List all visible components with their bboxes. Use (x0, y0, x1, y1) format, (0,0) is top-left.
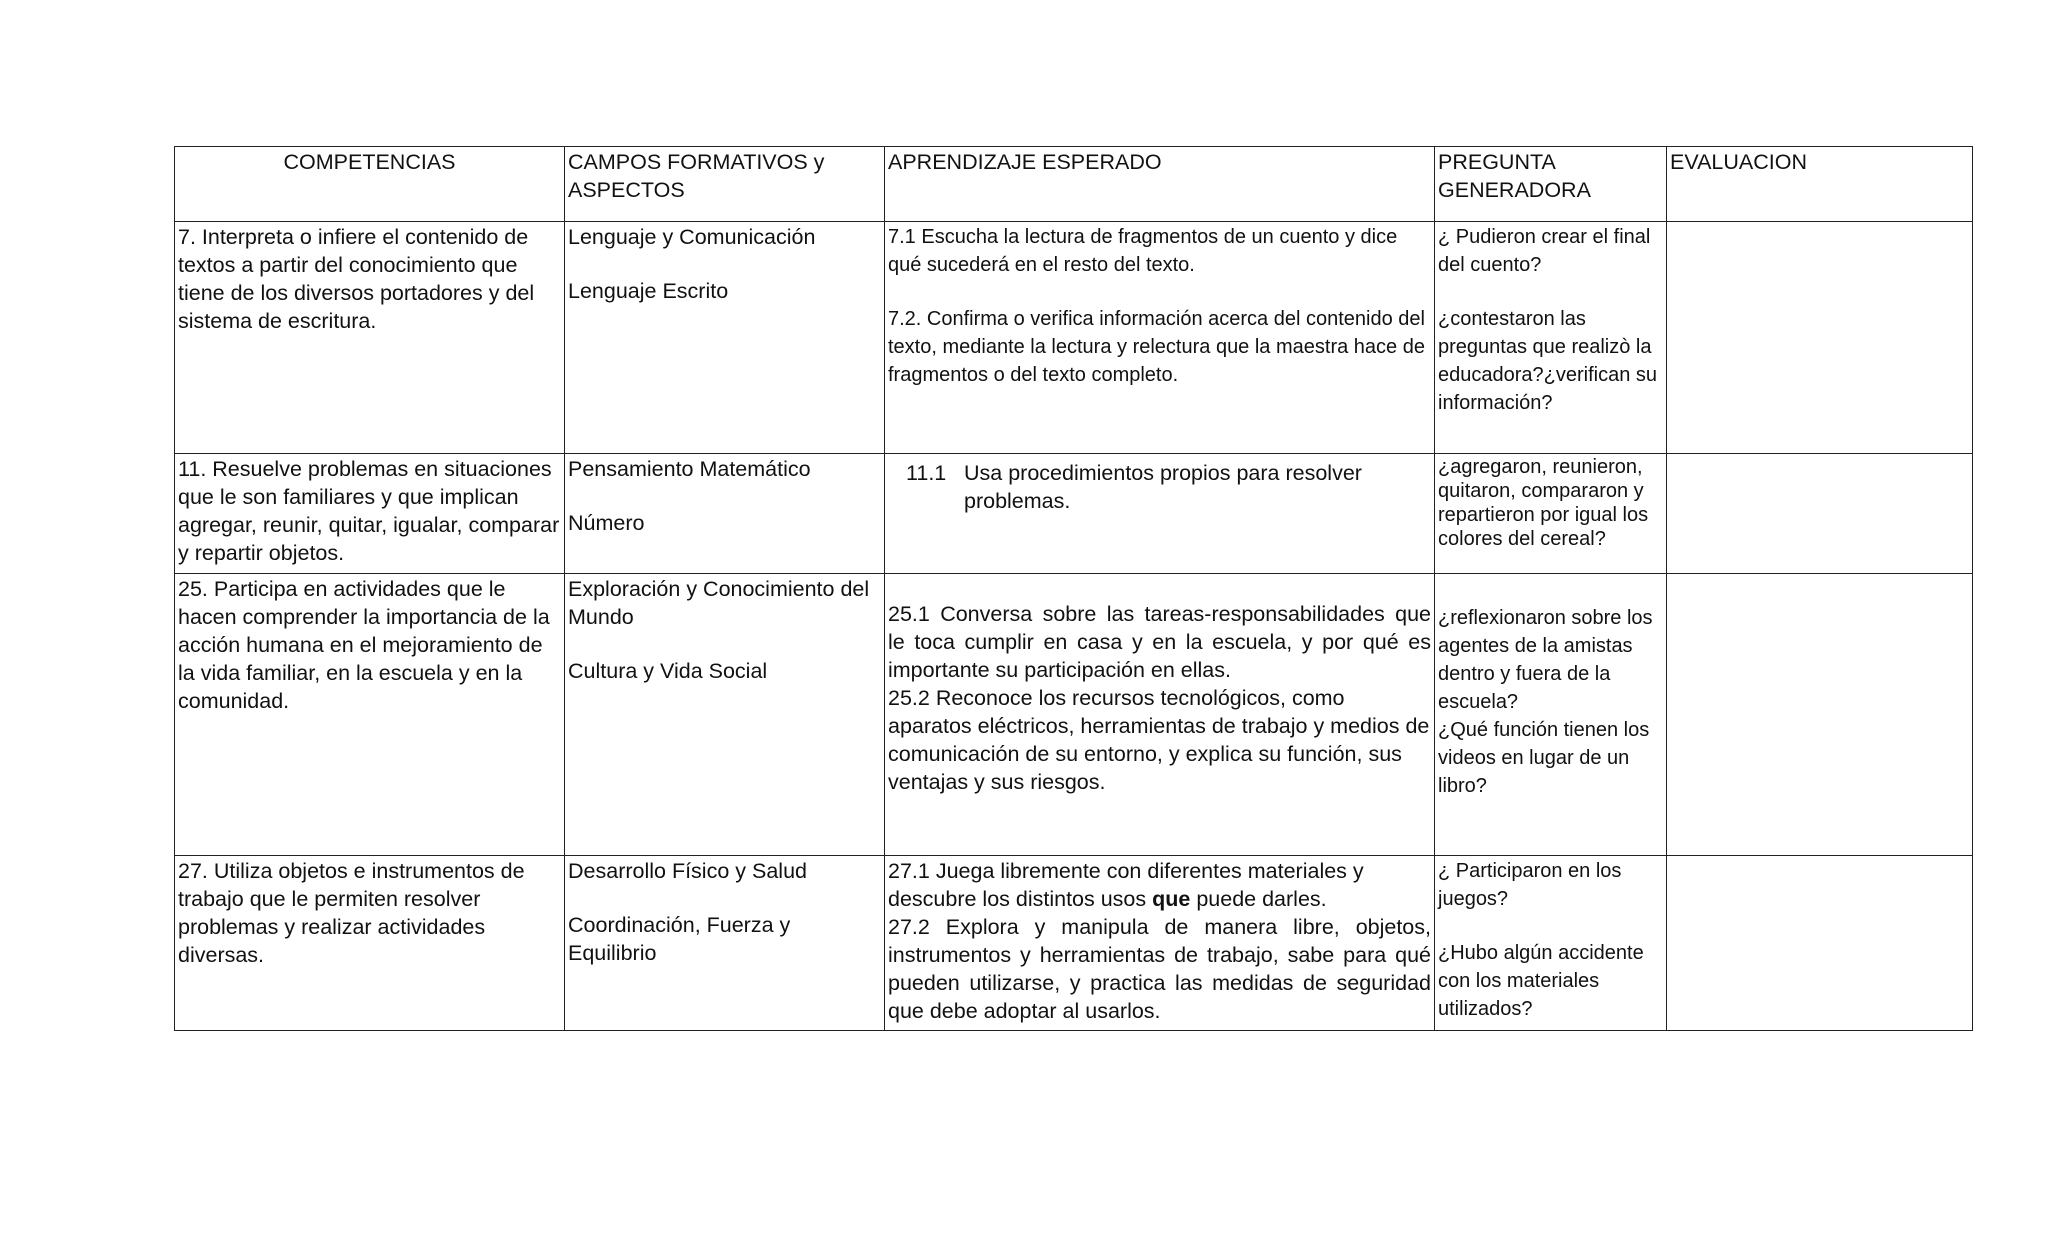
campo-cell (565, 574, 885, 856)
pregunta-item: ¿Qué función tienen los videos en lugar de un libro? (1438, 719, 1650, 797)
campo-formativo: Desarrollo Físico y Salud (568, 859, 807, 883)
competencia-cell (175, 574, 565, 856)
pregunta-item: ¿agregaron, reunieron, quitaron, compararon y repartieron por igual los colores del cereal? (1438, 456, 1649, 550)
aprendizaje-cell (885, 856, 1435, 1031)
aprendizaje-bold-word: que (1152, 887, 1191, 911)
pregunta-item: ¿ Participaron en los juegos? (1438, 860, 1622, 910)
evaluacion-cell (1667, 856, 1973, 1031)
aprendizaje-text: puede darles. (1190, 887, 1327, 911)
pregunta-cell (1435, 222, 1667, 454)
aspecto: Número (568, 511, 645, 535)
aprendizaje-cell (885, 574, 1435, 856)
aprendizaje-text: Usa procedimientos propios para resolver problemas. (964, 461, 1362, 513)
campo-cell (565, 222, 885, 454)
evaluacion-cell (1667, 454, 1973, 574)
competencia-cell (175, 222, 565, 454)
aprendizaje-item: 7.1 Escucha la lectura de fragmentos de un cuento y dice qué sucederá en el resto del texto. (888, 226, 1398, 276)
pregunta-cell (1435, 454, 1667, 574)
aprendizaje-cell (885, 222, 1435, 454)
header-campos-formativos: CAMPOS FORMATIVOS y ASPECTOS (565, 147, 885, 222)
table-row (175, 454, 1973, 574)
table-row (175, 856, 1973, 1031)
aprendizaje-item: 27.2 Explora y manipula de manera libre, objetos, instrumentos y herramientas de trabajo, sabe para qué pueden utilizarse, y practica las medidas de seguridad que debe adoptar al usarlos. (888, 915, 1431, 1023)
header-competencias: COMPETENCIAS (175, 147, 565, 222)
aspecto: Coordinación, Fuerza y Equilibrio (568, 913, 791, 965)
campo-formativo: Pensamiento Matemático (568, 457, 811, 481)
header-pregunta-generadora: PREGUNTA GENERADORA (1435, 147, 1667, 222)
aprendizaje-text: 27.1 Juega libremente con diferentes materiales y descubre los distintos usos (888, 859, 1364, 911)
pregunta-cell (1435, 856, 1667, 1031)
header-row (175, 147, 1973, 222)
competencia-cell (175, 856, 565, 1031)
header-evaluacion: EVALUACION (1667, 147, 1973, 222)
competencia-text: 27. Utiliza objetos e instrumentos de trabajo que le permiten resolver problemas y realizar actividades diversas. (178, 859, 525, 967)
table-row (175, 222, 1973, 454)
pregunta-item: ¿contestaron las preguntas que realizò la educadora?¿verifican su información? (1438, 308, 1658, 414)
aprendizaje-cell (885, 454, 1435, 574)
campo-formativo: Exploración y Conocimiento del Mundo (568, 577, 870, 629)
aprendizaje-item: 7.2. Confirma o verifica información acerca del contenido del texto, mediante la lectura y relectura que la maestra hace de fragmentos o del texto completo. (888, 308, 1425, 386)
campo-cell (565, 454, 885, 574)
aprendizaje-item: 25.1 Conversa sobre las tareas-responsabilidades que le toca cumplir en casa y en la escuela, y por qué es importante su participación en ellas. (888, 602, 1431, 682)
competencia-text: 25. Participa en actividades que le hacen comprender la importancia de la acción humana en el mejoramiento de la vida familiar, en la escuela y en la comunidad. (178, 577, 550, 713)
aspecto: Cultura y Vida Social (568, 659, 768, 683)
aspecto: Lenguaje Escrito (568, 279, 729, 303)
aprendizaje-number: 11.1 (906, 461, 947, 485)
campo-cell (565, 856, 885, 1031)
campo-formativo: Lenguaje y Comunicación (568, 225, 816, 249)
planning-table (174, 146, 1973, 1031)
aprendizaje-item (888, 459, 1431, 515)
competencia-cell (175, 454, 565, 574)
header-aprendizaje-esperado: APRENDIZAJE ESPERADO (885, 147, 1435, 222)
competencia-text: 11. Resuelve problemas en situaciones que le son familiares y que implican agregar, reunir, quitar, igualar, comparar y repartir objetos. (178, 457, 560, 565)
aprendizaje-item (888, 857, 1431, 913)
pregunta-item: ¿ Pudieron crear el final del cuento? (1438, 226, 1651, 276)
evaluacion-cell (1667, 222, 1973, 454)
competencia-text: 7. Interpreta o infiere el contenido de textos a partir del conocimiento que tiene de los diversos portadores y del sistema de escritura. (178, 225, 535, 333)
evaluacion-cell (1667, 574, 1973, 856)
pregunta-cell (1435, 574, 1667, 856)
pregunta-item: ¿reflexionaron sobre los agentes de la amistas dentro y fuera de la escuela? (1438, 607, 1653, 713)
aprendizaje-item: 25.2 Reconoce los recursos tecnológicos, como aparatos eléctricos, herramientas de trabajo y medios de comunicación de su entorno, y explica su función, sus ventajas y sus riesgos. (888, 686, 1430, 794)
pregunta-item: ¿Hubo algún accidente con los materiales utilizados? (1438, 942, 1644, 1020)
table-row (175, 574, 1973, 856)
